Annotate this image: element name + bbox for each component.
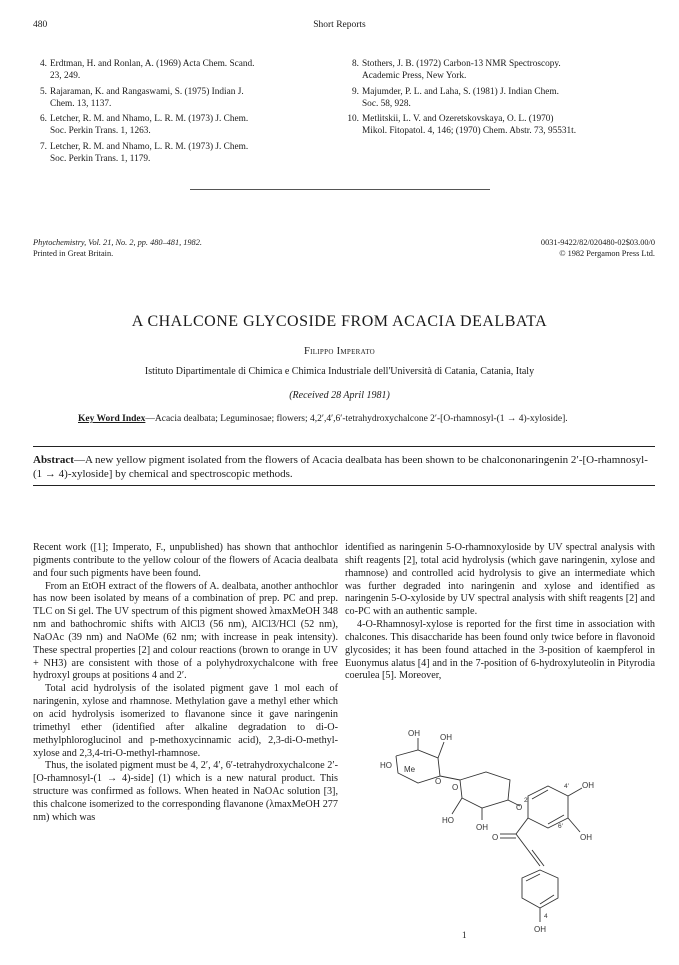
structure-label: OH <box>582 781 594 790</box>
reference-item: 4. Erdtman, H. and Ronlan, A. (1969) Acta Chem. Scand. 23, 249. <box>40 59 255 82</box>
reference-item: 9. Majumder, P. L. and Laha, S. (1981) J. Indian Chem. Soc. 58, 928. <box>352 86 559 109</box>
structure-label: HO <box>380 761 392 770</box>
received-date: (Received 28 April 1981) <box>289 390 390 401</box>
reference-item: 6. Letcher, R. M. and Nhamo, L. R. M. (1973) J. Chem. Soc. Perkin Trans. 1, 1263. <box>40 114 249 137</box>
copyright-block: 0031-9422/82/020480-02$03.00/0 © 1982 Pergamon Press Ltd. <box>540 238 655 258</box>
paragraph: Thus, the isolated pigment must be 4, 2′, 4′, 6′-tetrahydroxychalcone 2′-[O-rhamnosyl-(1 → 4)-side] (1) which is a new natural product. This structure was confirmed as follows. When heated in NaOAc solution [3], this chalcone isomerized to the corresponding flavanone (λmaxMeOH 277 nm) which was <box>33 760 338 823</box>
reference-item: 7. Letcher, R. M. and Nhamo, L. R. M. (1973) J. Chem. Soc. Perkin Trans. 1, 1179. <box>40 141 249 165</box>
paragraph: 4-O-Rhamnosyl-xylose is reported for the first time in association with chalcones. This disaccharide has been found only twice before in flavonoid glycosides; it has been found attached in the 3-position of kaempferol in Euonymus alatus [4] and in the 7-position of 6-hydroxyluteolin in Pityrodia coerulea [5]. Moreover, <box>345 619 655 682</box>
article-title: A CHALCONE GLYCOSIDE FROM ACACIA DEALBATA <box>131 313 548 330</box>
structure-label: OH <box>534 925 546 934</box>
structure-label: OH <box>476 823 488 832</box>
paragraph: identified as naringenin 5-O-rhamnoxyloside by UV spectral analysis with shift reagents [2], total acid hydrolysis (which gave naringenin, xylose and rhamnose) and controlled acid hydrolysis to give an intermediate which was further degraded into naringenin and xylose and identified as naringenin 5-O-xyloside by UV spectral analysis with shift reagents [2] and co-PC with an authentic sample. <box>345 542 655 618</box>
abstract-text: —A new yellow pigment isolated from the flowers of Acacia dealbata has been shown to be chalcononaringenin 2′-[O-rhamnosyl-(1 → 4)-xyloside] by chemical and spectroscopic methods. <box>33 454 648 480</box>
abstract <box>33 453 655 481</box>
structure-label: 2′ <box>524 797 529 804</box>
key-word-index-text: —Acacia dealbata; Leguminosae; flowers; 4,2′,4′,6′-tetrahydroxychalcone 2′-[O-rhamnosyl-(1 → 4)-xyloside]. <box>145 414 568 424</box>
references-right-column <box>345 58 655 138</box>
body-left-column <box>33 542 338 825</box>
structure-label: Me <box>404 765 416 774</box>
key-word-index-heading: Key Word Index <box>78 414 146 424</box>
abstract-bottom-rule <box>33 485 655 486</box>
structure-label: 4′ <box>564 783 569 790</box>
journal-citation: Phytochemistry, Vol. 21, No. 2, pp. 480–481, 1982. Printed in Great Britain. <box>33 238 202 258</box>
chemical-structure <box>378 728 638 953</box>
structure-label: 6′ <box>558 823 563 830</box>
compound-number: 1 <box>462 930 467 940</box>
structure-label: HO <box>442 816 454 825</box>
abstract-top-rule <box>33 446 655 447</box>
paragraph: From an EtOH extract of the flowers of A. dealbata, another anthochlor has now been isolated by means of a combination of prep. PC and prep. TLC on Si gel. The UV spectrum of this pigment showed λmaxMeOH 348 nm and bathochromic shifts with AlCl3 (56 nm), AlCl3/HCl (52 nm), NaOAc (39 nm) and NaOMe (62 nm; with increase in peak intensity). These spectral properties [2] and colour reactions (brown to orange in UV + NH3) are consistent with those of a polyhydroxychalcone with free hydroxyl groups at positions 4 and 2′. <box>33 580 338 682</box>
structure-label: OH <box>408 729 420 738</box>
references-left-column <box>33 58 339 165</box>
abstract-heading: Abstract <box>33 454 74 466</box>
paragraph: Total acid hydrolysis of the isolated pigment gave 1 mol each of naringenin, xylose and rhamnose. Methylation gave a methyl ether which on acid hydrolysis isomerized to flavanone since it gave naringenin trimethyl ether (identified after alkaline degradation to di-O-methylphloroglucinol and p-methoxycinnamic acid), 2,3-di-O-methyl-xylose and 2,3,4-tri-O-methyl-rhamnose. <box>33 683 338 759</box>
structure-label: O <box>452 783 459 792</box>
reference-item: 5. Rajaraman, K. and Rangaswami, S. (1975) Indian J. Chem. 13, 1137. <box>40 86 244 109</box>
paragraph: Recent work ([1]; Imperato, F., unpublished) has shown that anthochlor pigments contribute to the yellow colour of the flowers of Acacia dealbata and four such pigments have been found. <box>33 542 338 579</box>
author-name: Filippo Imperato <box>303 346 376 357</box>
structure-label: O <box>435 777 442 786</box>
key-word-index <box>78 413 598 426</box>
section-divider <box>190 189 490 190</box>
page-number: 480 <box>33 20 48 30</box>
running-title: Short Reports <box>313 20 366 30</box>
structure-label: OH <box>440 733 452 742</box>
author-affiliation: Istituto Dipartimentale di Chimica e Chimica Industriale dell'Università di Catania, Catania, Italy <box>144 366 535 377</box>
structure-label: 4 <box>544 913 548 920</box>
body-right-column <box>345 542 655 683</box>
reference-item: 10. Metlitskii, L. V. and Ozeretskovskaya, O. L. (1970) Mikol. Fitopatol. 4, 146; (1970) Chem. Abstr. 73, 95531t. <box>347 114 577 137</box>
structure-label: O <box>492 833 499 842</box>
reference-item: 8. Stothers, J. B. (1972) Carbon-13 NMR Spectroscopy. Academic Press, New York. <box>352 59 561 82</box>
structure-label: O <box>516 803 523 812</box>
structure-label: OH <box>580 833 592 842</box>
